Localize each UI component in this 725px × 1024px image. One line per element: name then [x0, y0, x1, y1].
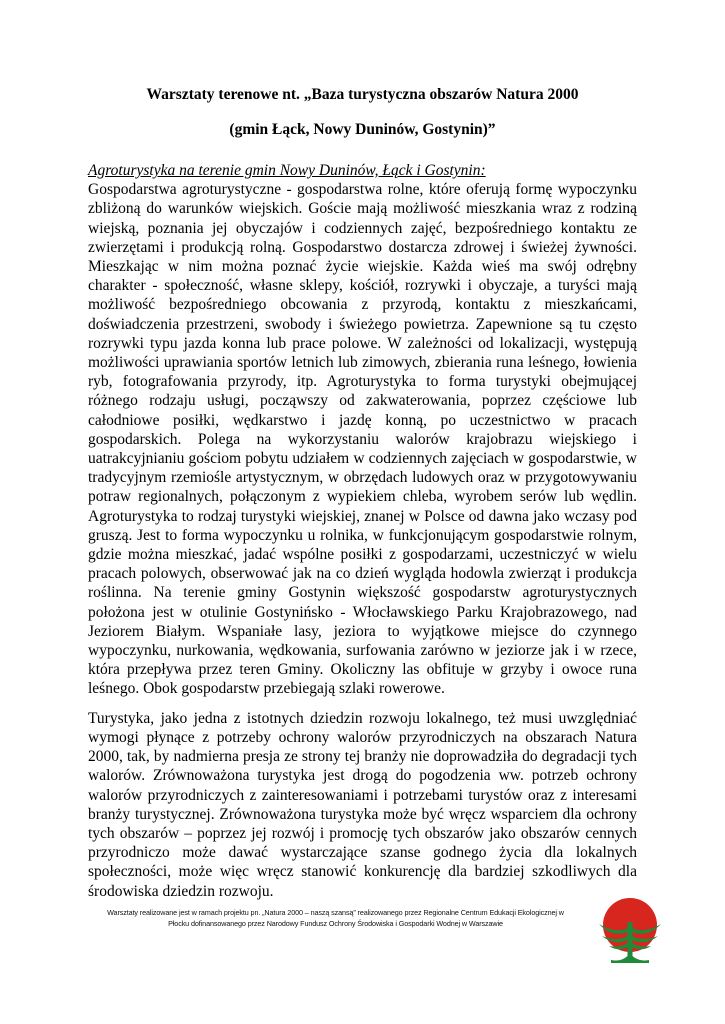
footer-line-2: Płocku dofinansowanego przez Narodowy Fundusz Ochrony Środowiska i Gospodarki Wodnej w Warszawie [168, 919, 503, 928]
document-title-line1: Warsztaty terenowe nt. „Baza turystyczna obszarów Natura 2000 [146, 86, 579, 103]
body-paragraph-2: Turystyka, jako jedna z istotnych dziedzin rozwoju lokalnego, też musi uwzględniać wymogi płynące z potrzeby ochrony walorów przyrodniczych na obszarach Natura 2000, tak, by nadmierna presja ze strony tej branży nie doprowadziła do degradacji tych walorów. Zrównoważona turystyka jest drogą do pogodzenia ww. potrzeb ochrony walorów przyrodniczych z zainteresowaniami i potrzebami turystów oraz z interesami branży turystycznej. Zrównoważona turystyka może być wręcz wsparciem dla ochrony tych obszarów – poprzez jej rozwój i promocję tych obszarów jako obszarów cennych przyrodniczo może dawać wystarczające szanse godnego życia dla lokalnych społeczności, może więc wręcz stanowić konkurencję dla bardziej szkodliwych dla środowiska dziedzin rozwoju. [88, 709, 637, 900]
section-subheading: Agroturystyka na terenie gmin Nowy Duninów, Łąck i Gostynin: [88, 162, 486, 179]
body-paragraph-1: Gospodarstwa agroturystyczne - gospodarstwa rolne, które oferują formę wypoczynku zbliżoną do warunków wiejskich. Goście mają możliwość mieszkania wraz z rodziną wiejską, poznania jej obyczajów i codziennych zajęć, bezpośredniego kontaktu ze zwierzętami i produkcją rolną. Gospodarstwo dostarcza zdrowej i świeżej żywności. Mieszkając w nim można poznać życie wiejskie. Każda wieś ma swój odrębny charakter - społeczność, własne sklepy, kościół, rozrywki i obyczaje, a turyści mają możliwość bezpośredniego obcowania z przyrodą, kontaktu z mieszkańcami, doświadczenia przestrzeni, swobody i świeżego powietrza. Zapewnione są tu często rozrywki typu jazda konna lub prace polowe. W zależności od lokalizacji, występują możliwości uprawiania sportów letnich lub zimowych, zbierania runa leśnego, łowienia ryb, fotografowania przyrody, itp. Agroturystyka to forma turystyki obejmującej różnego rodzaju usługi, począwszy od zakwaterowania, poprzez częściowe lub całodniowe posiłki, wędkarstwo i jazdę konną, po uczestnictwo w pracach gospodarskich. Polega na wykorzystaniu walorów krajobrazu wiejskiego i uatrakcyjnianiu gościom pobytu udziałem w codziennych zajęciach w gospodarstwie, w tradycyjnym rzemiośle artystycznym, w obrzędach ludowych oraz w przygotowywaniu potraw regionalnych, połączonym z wypiekiem chleba, wyrobem serów lub wędlin. Agroturystyka to rodzaj turystyki wiejskiej, znanej w Polsce od dawna jako wczasy pod gruszą. Jest to forma wypoczynku u rolnika, w funkcjonującym gospodarstwie rolnym, gdzie można mieszkać, jadać wspólne posiłki z gospodarzami, uczestniczyć w wielu pracach polowych, obserwować jak na co dzień wygląda hodowla zwierząt i produkcja roślinna. Na terenie gminy Gostynin większość gospodarstw agroturystycznych położona jest w otulinie Gostynińsko - Włocławskiego Parku Krajobrazowego, nad Jeziorem Białym. Wspaniałe lasy, jeziora to wyjątkowe miejsce do czynnego wypoczynku, nurkowania, wędkowania, surfowania zarówno w jeziorze jak i w rzece, która przepływa przez teren Gminy. Okoliczny las obfituje w grzyby i owoce runa leśnego. Obok gospodarstw przebiegają szlaki rowerowe. [88, 181, 637, 698]
footer-note [88, 907, 583, 929]
natura-2000-logo-icon [597, 898, 663, 966]
document-body [88, 161, 637, 901]
document-title-line2: (gmin Łąck, Nowy Duninów, Gostynin)” [229, 121, 496, 138]
footer-line-1: Warsztaty realizowane jest w ramach projektu pn. „Natura 2000 – naszą szansą” realizowanego przez Regionalne Centrum Edukacji Ekologicznej w [107, 908, 564, 917]
